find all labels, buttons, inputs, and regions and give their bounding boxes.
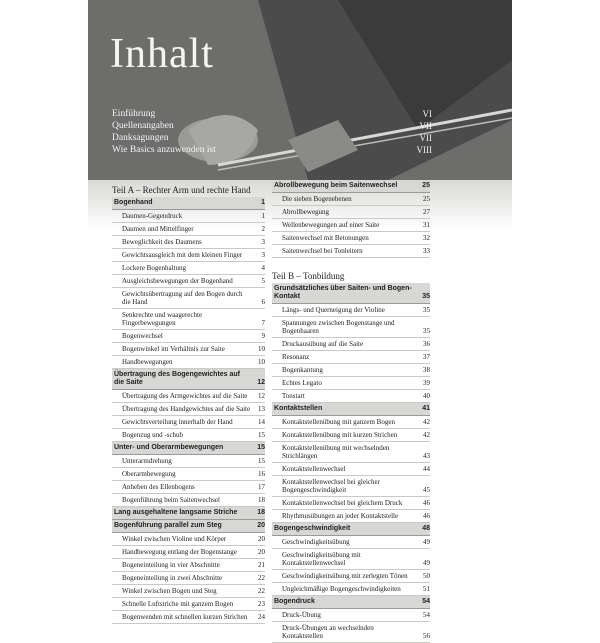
toc-entry-row bbox=[272, 317, 430, 338]
toc-entry-row bbox=[272, 570, 430, 583]
toc-entry-page: 49 bbox=[423, 559, 430, 567]
toc-entry-title: Druckausübung auf die Saite bbox=[282, 340, 364, 348]
toc-entry-title: Anheben des Ellenbogens bbox=[122, 483, 195, 491]
toc-column-left bbox=[112, 180, 265, 624]
toc-entry-row bbox=[112, 585, 265, 598]
toc-entry-title: Beweglichkeit des Daumens bbox=[122, 238, 202, 246]
toc-entry-row bbox=[272, 219, 430, 232]
toc-section-row bbox=[272, 283, 430, 304]
toc-entry-title: Saitenwechsel mit Betonungen bbox=[282, 234, 369, 242]
toc-entry-title: Abrollbewegung bbox=[282, 208, 330, 216]
toc-entry-page: 22 bbox=[258, 574, 265, 582]
toc-entry-page: 46 bbox=[423, 499, 430, 507]
toc-entry-row bbox=[272, 351, 430, 364]
toc-section-row bbox=[112, 197, 265, 210]
intro-page: VIII bbox=[416, 145, 432, 155]
toc-entry-page: 16 bbox=[258, 470, 265, 478]
toc-entry-page: 51 bbox=[423, 585, 430, 593]
toc-entry-page: 39 bbox=[423, 379, 430, 387]
toc-entry-page: 44 bbox=[423, 465, 430, 473]
toc-entry-row bbox=[112, 223, 265, 236]
toc-section-row bbox=[112, 520, 265, 533]
toc-entry-title: Wellenbewegungen auf einer Saite bbox=[282, 221, 380, 229]
toc-entry-page: 20 bbox=[258, 535, 265, 543]
toc-entry-page: 56 bbox=[423, 632, 430, 640]
toc-entry-page: 22 bbox=[258, 587, 265, 595]
toc-entry-title: Lockere Bogenhaltung bbox=[122, 264, 186, 272]
toc-entry-page: 3 bbox=[261, 251, 265, 259]
toc-entry-row bbox=[112, 611, 265, 624]
intro-row bbox=[112, 120, 432, 132]
intro-page: VII bbox=[419, 133, 432, 143]
toc-entry-row bbox=[112, 236, 265, 249]
toc-entry-row bbox=[112, 403, 265, 416]
toc-entry-title: Bogeneinteilung in vier Abschnitte bbox=[122, 561, 220, 569]
toc-entry-page: 24 bbox=[258, 613, 265, 621]
toc-entry-title: Bogenführung beim Saitenwechsel bbox=[122, 496, 220, 504]
toc-entry-row bbox=[112, 533, 265, 546]
toc-entry-page: 25 bbox=[423, 195, 430, 203]
toc-entry-row bbox=[112, 275, 265, 288]
toc-entry-title: Kontaktstellenwechsel bbox=[282, 465, 346, 473]
toc-entry-page: 54 bbox=[423, 611, 430, 619]
toc-entry-title: Handbewegungen bbox=[122, 358, 173, 366]
toc-entry-title: Winkel zwischen Bogen und Steg bbox=[122, 587, 217, 595]
toc-entry-row bbox=[112, 343, 265, 356]
toc-entry-title: Grundsätzliches über Saiten- und Bogen-Kontakt bbox=[274, 285, 412, 300]
toc-list-right-top bbox=[272, 180, 430, 258]
toc-entry-title: Die sieben Bogenebenen bbox=[282, 195, 352, 203]
toc-entry-title: Bogenwenden mit schnellen kurzen Strichen bbox=[122, 613, 248, 621]
toc-section-row bbox=[112, 507, 265, 520]
toc-entry-page: 9 bbox=[261, 332, 265, 340]
toc-list-left bbox=[112, 197, 265, 624]
toc-entry-title: Lang ausgehaltene langsame Striche bbox=[114, 509, 238, 516]
toc-section-row bbox=[112, 369, 265, 390]
toc-entry-title: Echtes Legato bbox=[282, 379, 322, 387]
toc-entry-title: Kontaktstellenübung mit wechselnden Strichlängen bbox=[282, 444, 390, 460]
toc-entry-title: Übertragung des Armgewichtes auf die Saite bbox=[122, 392, 248, 400]
toc-entry-row bbox=[272, 622, 430, 643]
intro-label: Einführung bbox=[112, 109, 156, 119]
toc-section-row bbox=[272, 403, 430, 416]
toc-section-row bbox=[272, 596, 430, 609]
toc-entry-page: 46 bbox=[423, 512, 430, 520]
toc-entry-row bbox=[112, 546, 265, 559]
toc-entry-row bbox=[272, 536, 430, 549]
toc-entry-row bbox=[272, 609, 430, 622]
toc-entry-title: Bogendruck bbox=[274, 598, 315, 605]
toc-section-row bbox=[272, 180, 430, 193]
intro-row bbox=[112, 132, 432, 144]
toc-entry-row bbox=[112, 330, 265, 343]
toc-entry-page: 43 bbox=[423, 452, 430, 460]
toc-entry-page: 50 bbox=[423, 572, 430, 580]
toc-entry-page: 33 bbox=[423, 247, 430, 255]
toc-entry-row bbox=[272, 245, 430, 258]
toc-entry-page: 4 bbox=[261, 264, 265, 272]
toc-entry-page: 15 bbox=[258, 431, 265, 439]
intro-list bbox=[112, 108, 432, 156]
toc-entry-row bbox=[112, 416, 265, 429]
toc-entry-page: 1 bbox=[261, 212, 265, 220]
toc-entry-page: 45 bbox=[423, 486, 430, 494]
toc-entry-title: Druck-Übungen an wechselnden Kontaktstellen bbox=[282, 624, 374, 640]
toc-entry-title: Kontaktstellenwechsel bei gleicher Bogengeschwindigkeit bbox=[282, 478, 380, 494]
toc-entry-row bbox=[112, 468, 265, 481]
part-title: Teil B – Tonbildung bbox=[272, 271, 345, 281]
toc-entry-page: 38 bbox=[423, 366, 430, 374]
toc-entry-title: Senkrechte und waagerechte Fingerbewegungen bbox=[122, 311, 203, 327]
intro-label: Wie Basics anzuwenden ist bbox=[112, 145, 216, 155]
toc-entry-row bbox=[272, 442, 430, 463]
toc-entry-row bbox=[272, 416, 430, 429]
toc-entry-row bbox=[112, 481, 265, 494]
toc-entry-row bbox=[112, 455, 265, 468]
page-title: Inhalt bbox=[110, 31, 214, 77]
toc-entry-row bbox=[272, 583, 430, 596]
toc-entry-page: 36 bbox=[423, 340, 430, 348]
toc-entry-page: 15 bbox=[257, 444, 265, 451]
toc-entry-title: Kontaktstellenwechsel bei gleichem Druck bbox=[282, 499, 403, 507]
toc-entry-title: Unter- und Oberarmbewegungen bbox=[114, 444, 224, 451]
toc-entry-title: Bogenwechsel bbox=[122, 332, 163, 340]
toc-entry-page: 35 bbox=[423, 327, 430, 335]
toc-entry-row bbox=[272, 497, 430, 510]
toc-entry-page: 2 bbox=[261, 225, 265, 233]
toc-entry-title: Kontaktstellenübung mit kurzen Strichen bbox=[282, 431, 398, 439]
toc-entry-page: 42 bbox=[423, 418, 430, 426]
toc-entry-page: 20 bbox=[258, 548, 265, 556]
toc-entry-row bbox=[272, 364, 430, 377]
toc-entry-page: 23 bbox=[258, 600, 265, 608]
toc-entry-title: Handbewegung entlang der Bogenstange bbox=[122, 548, 237, 556]
toc-entry-page: 10 bbox=[258, 345, 265, 353]
toc-entry-row bbox=[272, 377, 430, 390]
toc-entry-title: Spannungen zwischen Bogenstange und Bogenhaaren bbox=[282, 319, 395, 335]
toc-entry-title: Bogengeschwindigkeit bbox=[274, 525, 351, 532]
toc-entry-row bbox=[112, 309, 265, 330]
toc-entry-page: 37 bbox=[423, 353, 430, 361]
toc-entry-page: 10 bbox=[258, 358, 265, 366]
toc-entry-title: Bogenkantung bbox=[282, 366, 323, 374]
part-title: Teil A – Rechter Arm und rechte Hand bbox=[112, 185, 251, 195]
toc-entry-page: 21 bbox=[258, 561, 265, 569]
toc-entry-title: Kontaktstellenübung mit ganzem Bogen bbox=[282, 418, 395, 426]
intro-page: VI bbox=[422, 109, 432, 119]
toc-entry-page: 48 bbox=[422, 525, 430, 532]
toc-entry-page: 27 bbox=[423, 208, 430, 216]
intro-label: Quellenangaben bbox=[112, 121, 174, 131]
toc-entry-row bbox=[272, 549, 430, 570]
toc-entry-title: Geschwindigkeitsübung mit zerlegten Tönen bbox=[282, 572, 408, 580]
toc-entry-page: 13 bbox=[258, 405, 265, 413]
toc-entry-row bbox=[112, 288, 265, 309]
toc-entry-title: Kontaktstellen bbox=[274, 405, 323, 412]
toc-entry-row bbox=[112, 559, 265, 572]
toc-entry-page: 40 bbox=[423, 392, 430, 400]
toc-entry-title: Resonanz bbox=[282, 353, 310, 361]
toc-entry-page: 17 bbox=[258, 483, 265, 491]
toc-entry-title: Bogenhand bbox=[114, 199, 153, 206]
toc-entry-row bbox=[112, 262, 265, 275]
toc-entry-page: 6 bbox=[261, 298, 265, 306]
toc-entry-page: 32 bbox=[423, 234, 430, 242]
toc-section-row bbox=[112, 442, 265, 455]
toc-entry-page: 54 bbox=[422, 598, 430, 605]
toc-entry-page: 18 bbox=[258, 496, 265, 504]
part-b-heading bbox=[272, 270, 430, 283]
toc-entry-page: 15 bbox=[258, 457, 265, 465]
toc-entry-page: 31 bbox=[423, 221, 430, 229]
toc-entry-title: Übertragung des Handgewichtes auf die Saite bbox=[122, 405, 251, 413]
toc-entry-title: Ausgleichsbewegungen der Bogenhand bbox=[122, 277, 233, 285]
toc-entry-row bbox=[112, 356, 265, 369]
toc-entry-page: 5 bbox=[261, 277, 265, 285]
toc-entry-page: 35 bbox=[422, 293, 430, 300]
intro-row bbox=[112, 144, 432, 156]
toc-entry-page: 49 bbox=[423, 538, 430, 546]
toc-entry-page: 18 bbox=[257, 509, 265, 516]
toc-entry-title: Längs- und Querneigung der Violine bbox=[282, 306, 385, 314]
toc-entry-row bbox=[272, 232, 430, 245]
toc-entry-row bbox=[272, 304, 430, 317]
toc-entry-page: 3 bbox=[261, 238, 265, 246]
toc-entry-title: Gewichtsverteilung innerhalb der Hand bbox=[122, 418, 233, 426]
toc-entry-page: 20 bbox=[257, 522, 265, 529]
toc-entry-title: Bogenwinkel im Verhältnis zur Saite bbox=[122, 345, 225, 353]
toc-entry-title: Winkel zwischen Violine und Körper bbox=[122, 535, 227, 543]
toc-entry-page: 14 bbox=[258, 418, 265, 426]
toc-entry-row bbox=[112, 572, 265, 585]
toc-entry-row bbox=[272, 476, 430, 497]
toc-entry-row bbox=[272, 510, 430, 523]
toc-list-right bbox=[272, 283, 430, 643]
part-a-heading bbox=[112, 184, 265, 197]
toc-entry-row bbox=[272, 206, 430, 219]
toc-entry-page: 7 bbox=[261, 319, 265, 327]
toc-entry-title: Daumen-Gegendruck bbox=[122, 212, 183, 220]
toc-entry-title: Saitenwechsel bei Tonleitern bbox=[282, 247, 363, 255]
toc-entry-title: Gewichtsausgleich mit dem kleinen Finger bbox=[122, 251, 243, 259]
toc-entry-row bbox=[272, 390, 430, 403]
toc-entry-title: Daumen und Mittelfinger bbox=[122, 225, 194, 233]
toc-entry-row bbox=[112, 494, 265, 507]
toc-entry-row bbox=[272, 463, 430, 476]
intro-label: Danksagungen bbox=[112, 133, 169, 143]
toc-entry-title: Bogenführung parallel zum Steg bbox=[114, 522, 222, 529]
toc-entry-page: 41 bbox=[422, 405, 430, 412]
toc-entry-title: Bogenzug und -schub bbox=[122, 431, 184, 439]
toc-entry-row bbox=[272, 193, 430, 206]
toc-entry-page: 35 bbox=[423, 306, 430, 314]
toc-entry-title: Abrollbewegung beim Saitenwechsel bbox=[274, 182, 398, 189]
toc-entry-title: Bogeneinteilung in zwei Abschnitte bbox=[122, 574, 223, 582]
intro-page: VII bbox=[419, 121, 432, 131]
intro-row bbox=[112, 108, 432, 120]
toc-entry-row bbox=[112, 249, 265, 262]
toc-entry-title: Übertragung des Bogengewichtes auf die Saite bbox=[114, 371, 241, 386]
toc-entry-title: Tonstart bbox=[282, 392, 305, 400]
toc-section-row bbox=[272, 523, 430, 536]
toc-entry-row bbox=[272, 338, 430, 351]
toc-entry-title: Ungleichmäßige Bogengeschwindigkeiten bbox=[282, 585, 401, 593]
toc-entry-page: 1 bbox=[261, 199, 265, 206]
toc-entry-title: Unterarmdrehung bbox=[122, 457, 172, 465]
toc-entry-title: Oberarmbewegung bbox=[122, 470, 176, 478]
toc-entry-row bbox=[272, 429, 430, 442]
toc-entry-title: Schnelle Luftstriche mit ganzem Bogen bbox=[122, 600, 234, 608]
toc-entry-page: 25 bbox=[422, 182, 430, 189]
toc-entry-title: Geschwindigkeitsübung mit Kontaktstellenwechsel bbox=[282, 551, 361, 567]
toc-entry-row bbox=[112, 429, 265, 442]
toc-entry-page: 42 bbox=[423, 431, 430, 439]
toc-column-right bbox=[272, 180, 430, 643]
toc-entry-row bbox=[112, 210, 265, 223]
toc-entry-page: 12 bbox=[257, 379, 265, 386]
toc-entry-title: Gewichtsübertragung auf den Bogen durch die Hand bbox=[122, 290, 243, 306]
toc-entry-page: 12 bbox=[258, 392, 265, 400]
toc-entry-row bbox=[112, 390, 265, 403]
toc-entry-title: Geschwindigkeitsübung bbox=[282, 538, 350, 546]
toc-entry-title: Rhythmusübungen an jeder Kontaktstelle bbox=[282, 512, 399, 520]
toc-entry-title: Druck-Übung bbox=[282, 611, 321, 619]
